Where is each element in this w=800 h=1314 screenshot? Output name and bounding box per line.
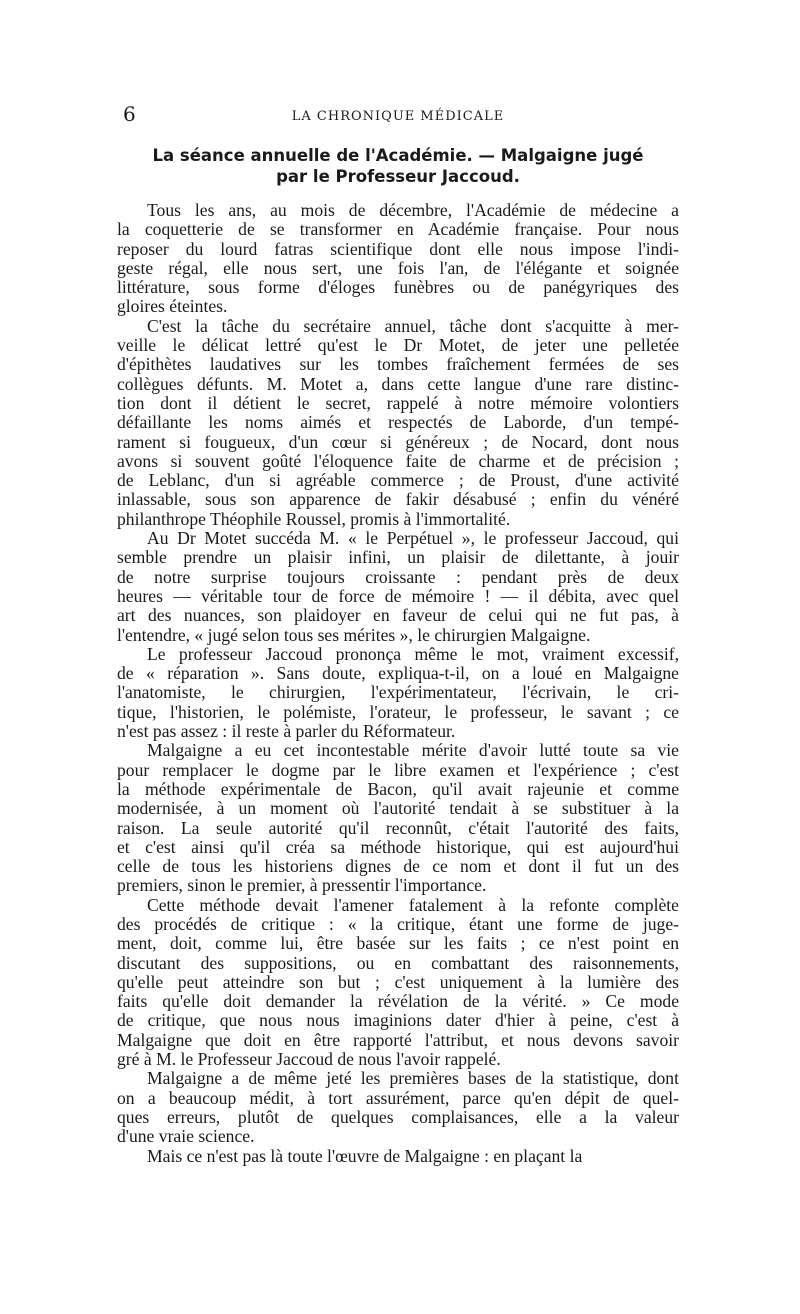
text-line: et c'est ainsi qu'il créa sa méthode historique, qui est aujourd'hui	[117, 836, 679, 857]
text-line: de « réparation ». Sans doute, expliqua-t-il, on a loué en Malgaigne	[117, 663, 679, 684]
text-line: n'est pas assez : il reste à parler du Réformateur.	[117, 721, 456, 742]
running-header	[117, 100, 679, 130]
paragraph	[117, 645, 679, 741]
text-line: semble prendre un plaisir infini, un plaisir de dilettante, à jouir	[117, 547, 679, 568]
text-line: raison. La seule autorité qu'il reconnût, c'était l'autorité des faits,	[117, 817, 679, 838]
paragraph	[117, 317, 679, 529]
text-line: gloires éteintes.	[117, 296, 228, 317]
text-line: d'épithètes laudatives sur les tombes fraîchement fermées de ses	[117, 354, 679, 375]
text-line: la coquetterie de se transformer en Académie française. Pour nous	[117, 219, 679, 240]
text-line: littérature, sous forme d'éloges funèbres ou de panégyriques des	[117, 277, 679, 298]
text-line: ques erreurs, plutôt de quelques complaisances, elle a la valeur	[117, 1106, 679, 1127]
title-line: La séance annuelle de l'Académie. — Malgaigne jugé	[152, 146, 644, 165]
text-line: de Leblanc, d'un si agréable commerce ; de Proust, d'une activité	[117, 470, 679, 491]
text-line: pour remplacer le dogme par le libre examen et l'expérience ; c'est	[117, 759, 679, 780]
text-line: art des nuances, son plaidoyer en faveur de celui qui ne fut pas, à	[117, 605, 679, 626]
text-line: celle de tous les historiens dignes de ce nom et dont il fut un des	[117, 856, 679, 877]
text-line: de notre surprise toujours croissante : pendant près de deux	[117, 566, 679, 587]
paragraph	[117, 1069, 679, 1146]
text-line: Le professeur Jaccoud prononça même le mot, vraiment excessif,	[147, 643, 679, 664]
text-line: Cette méthode devait l'amener fatalement à la refonte complète	[147, 894, 679, 915]
text-line: l'entendre, « jugé selon tous ses mérites », le chirurgien Malgaigne.	[117, 624, 591, 645]
text-line: Malgaigne a eu cet incontestable mérite d'avoir lutté toute sa vie	[147, 740, 679, 761]
text-line: Malgaigne que doit en être rapporté l'attribut, et nous devons savoir	[117, 1029, 679, 1050]
text-line: faits qu'elle doit demander la révélation de la vérité. » Ce mode	[117, 991, 679, 1012]
page-number: 6	[123, 102, 136, 126]
text-line: tion dont il détient le secret, rappelé à notre mémoire volontiers	[117, 392, 679, 413]
article-body	[117, 201, 679, 1166]
text-line: gré à M. le Professeur Jaccoud de nous l'avoir rappelé.	[117, 1049, 501, 1070]
text-line: veille le délicat lettré qu'est le Dr Motet, de jeter une pelletée	[117, 335, 679, 356]
text-line: de critique, que nous nous imaginions dater d'hier à peine, c'est à	[117, 1010, 679, 1031]
text-line: philanthrope Théophile Roussel, promis à l'immortalité.	[117, 508, 511, 529]
paragraph	[117, 896, 679, 1070]
text-line: rament si fougueux, d'un cœur si généreux ; de Nocard, dont nous	[117, 431, 679, 452]
text-line: défaillante les noms aimés et respectés de Laborde, d'un tempé-	[117, 412, 679, 433]
text-line: inlassable, sous son apparence de fakir désabusé ; enfin du vénéré	[117, 489, 679, 510]
page	[117, 100, 679, 1166]
text-line: Au Dr Motet succéda M. « le Perpétuel », le professeur Jaccoud, qui	[147, 528, 679, 549]
text-line: on a beaucoup médit, à tort assurément, parce qu'en dépit de quel-	[117, 1087, 679, 1108]
text-line: Mais ce n'est pas là toute l'œuvre de Malgaigne : en plaçant la	[147, 1145, 583, 1166]
text-line: modernisée, à un moment où l'autorité tendait à se substituer à la	[117, 798, 679, 819]
text-line: l'anatomiste, le chirurgien, l'expérimentateur, l'écrivain, le cri-	[117, 682, 679, 703]
paragraph	[117, 741, 679, 895]
paragraph	[117, 1147, 679, 1166]
text-line: ment, doit, comme lui, être basée sur les faits ; ce n'est point en	[117, 933, 679, 954]
text-line: d'une vraie science.	[117, 1126, 255, 1147]
text-line: reposer du lourd fatras scientifique dont elle nous impose l'indi-	[117, 238, 679, 259]
text-line: Tous les ans, au mois de décembre, l'Académie de médecine a	[147, 200, 679, 220]
text-line: geste régal, elle nous sert, une fois l'an, de l'élégante et soignée	[117, 257, 679, 278]
article-title	[117, 145, 679, 187]
title-line: par le Professeur Jaccoud.	[276, 167, 520, 186]
text-line: C'est la tâche du secrétaire annuel, tâche dont s'acquitte à mer-	[147, 315, 679, 336]
text-line: Malgaigne a de même jeté les premières bases de la statistique, dont	[147, 1068, 679, 1089]
running-title: LA CHRONIQUE MÉDICALE	[291, 109, 505, 124]
text-line: discutant des suppositions, ou en combattant des raisonnements,	[117, 952, 679, 973]
text-line: la méthode expérimentale de Bacon, qu'il avait rajeunie et comme	[117, 778, 679, 799]
text-line: avons si souvent goûté l'éloquence faite de charme et de précision ;	[117, 450, 679, 471]
text-line: collègues défunts. M. Motet a, dans cette langue d'une rare distinc-	[117, 373, 679, 394]
text-line: qu'elle peut atteindre son but ; c'est uniquement à la lumière des	[117, 971, 679, 992]
paragraph	[117, 201, 679, 317]
paragraph	[117, 529, 679, 645]
text-line: tique, l'historien, le polémiste, l'orateur, le professeur, le savant ; ce	[117, 701, 679, 722]
text-line: heures — véritable tour de force de mémoire ! — il débita, avec quel	[117, 585, 679, 606]
text-line: des procédés de critique : « la critique, étant une forme de juge-	[117, 913, 679, 934]
text-line: premiers, sinon le premier, à pressentir l'importance.	[117, 875, 487, 896]
